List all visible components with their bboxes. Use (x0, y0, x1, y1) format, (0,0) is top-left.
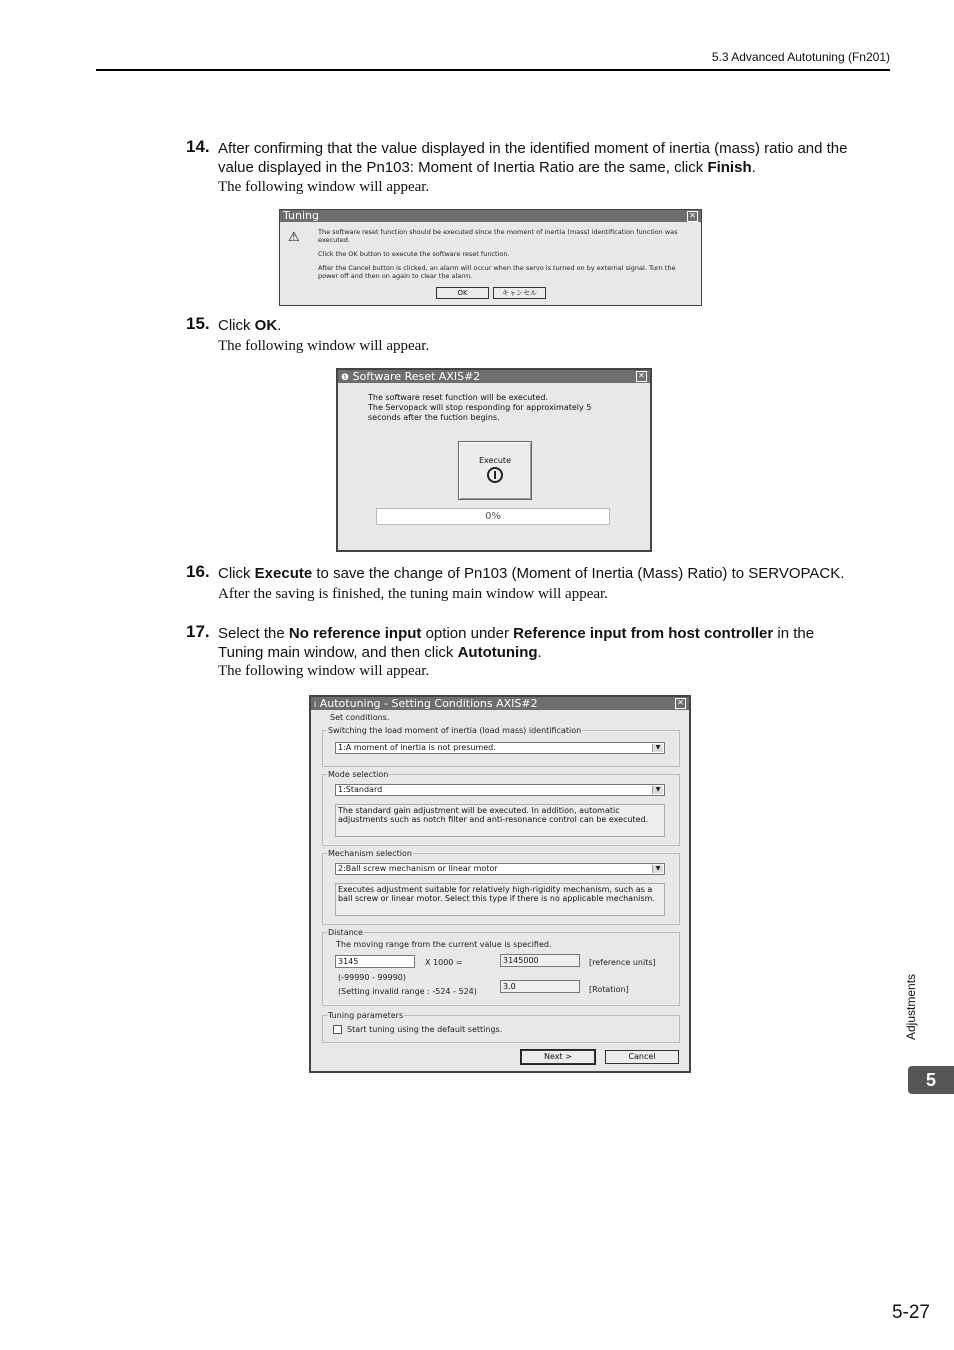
software-reset-titlebar: ❶ Software Reset AXIS#2 ✕ (338, 370, 650, 383)
mode-selection-label: Mode selection (328, 770, 389, 779)
step-15-text: Click OK. (218, 317, 282, 334)
range-label: (-99990 - 99990) (338, 973, 406, 982)
autotuning-dialog (309, 695, 691, 1073)
mechanism-description: Executes adjustment suitable for relatively high-rigidity mechanism, such as a ball screw or linear motor. Select this type if there is no applicable mechanism. (335, 883, 665, 916)
close-icon[interactable]: ✕ (636, 371, 647, 382)
info-icon: ❶ (341, 373, 350, 383)
step-15-note: The following window will appear. (218, 338, 430, 354)
step-14-note: The following window will appear. (218, 179, 430, 195)
app-icon: i (314, 700, 317, 709)
distance-info: The moving range from the current value is specified. (336, 940, 552, 949)
step-17-text: Select the No reference input option under Reference input from host controller in the Tuning main window, and then click Autotuning. (218, 625, 815, 661)
rotation-value: 3.0 (500, 980, 580, 993)
close-icon[interactable]: ✕ (687, 211, 698, 222)
section-header: 5.3 Advanced Autotuning (Fn201) (711, 50, 890, 64)
reference-units-label: [reference units] (589, 958, 656, 967)
chevron-down-icon[interactable]: ▼ (652, 744, 663, 752)
autotuning-titlebar: i Autotuning - Setting Conditions AXIS#2 ✕ (311, 697, 689, 710)
tuning-msg-1: The software reset function should be executed since the moment of inertia (mass) identification function was executed. (318, 228, 678, 244)
set-conditions-label: Set conditions. (330, 713, 390, 722)
tuning-msg-3: After the Cancel button is clicked, an alarm will occur when the servo is turned on by external signal. Turn the power off and then on again to clear the alarm. (318, 264, 676, 280)
step-17-number: 17. (186, 622, 210, 641)
distance-group-label: Distance (328, 928, 363, 937)
execute-button[interactable]: Execute (458, 441, 532, 500)
close-icon[interactable]: ✕ (675, 698, 686, 709)
cancel-button[interactable]: キャンセル (493, 287, 546, 299)
multiplier-label: X 1000 = (425, 958, 463, 967)
identification-group-label: Switching the load moment of inertia (load mass) identification (328, 726, 582, 735)
step-16-text: Click Execute to save the change of Pn103 (Moment of Inertia (Mass) Ratio) to SERVOPACK. (218, 565, 845, 582)
software-reset-dialog (336, 368, 652, 552)
default-settings-label: Start tuning using the default settings. (347, 1025, 503, 1034)
ok-button[interactable]: OK (436, 287, 489, 299)
tuning-parameters-label: Tuning parameters (328, 1011, 404, 1020)
step-14-number: 14. (186, 137, 210, 156)
chevron-down-icon[interactable]: ▼ (652, 786, 663, 794)
step-15-number: 15. (186, 314, 210, 333)
tuning-dialog (279, 209, 702, 306)
page-number: 5-27 (891, 1302, 930, 1323)
mechanism-select[interactable]: 2:Ball screw mechanism or linear motor ▼ (335, 863, 665, 875)
tuning-dialog-titlebar: Tuning ✕ (280, 210, 701, 222)
power-icon (487, 467, 503, 483)
mode-select[interactable]: 1:Standard ▼ (335, 784, 665, 796)
distance-input[interactable]: 3145 (335, 955, 415, 968)
reset-message: The software reset function will be executed. The Servopack will stop responding for approximately 5 seconds after the fuction begins. (368, 393, 592, 422)
progress-bar: 0% (376, 508, 610, 525)
distance-result: 3145000 (500, 954, 580, 967)
next-button[interactable]: Next > (521, 1050, 595, 1064)
step-16-number: 16. (186, 562, 210, 581)
mode-description: The standard gain adjustment will be executed. In addition, automatic adjustments such as notch filter and anti-resonance control can be executed. (335, 804, 665, 837)
warning-icon: ⚠ (288, 230, 300, 245)
cancel-button[interactable]: Cancel (605, 1050, 679, 1064)
chapter-tab: 5 (908, 1066, 954, 1094)
default-settings-checkbox[interactable] (333, 1025, 342, 1034)
header-rule (96, 69, 890, 71)
tuning-msg-2: Click the OK button to execute the software reset function. (318, 250, 510, 258)
chapter-side-label: Adjustments (904, 973, 918, 1040)
identification-select[interactable]: 1:A moment of inertia is not presumed. ▼ (335, 742, 665, 754)
chevron-down-icon[interactable]: ▼ (652, 865, 663, 873)
step-16-note: After the saving is finished, the tuning main window will appear. (218, 586, 608, 602)
invalid-range-label: (Setting invalid range : -524 - 524) (338, 987, 477, 996)
rotation-unit-label: [Rotation] (589, 985, 629, 994)
step-17-note: The following window will appear. (218, 663, 430, 679)
step-14-text: After confirming that the value displayed in the identified moment of inertia (mass) ratio and the value displayed in the Pn103: Moment of Inertia Ratio are the same, click Finish. (218, 140, 848, 176)
mechanism-selection-label: Mechanism selection (328, 849, 412, 858)
